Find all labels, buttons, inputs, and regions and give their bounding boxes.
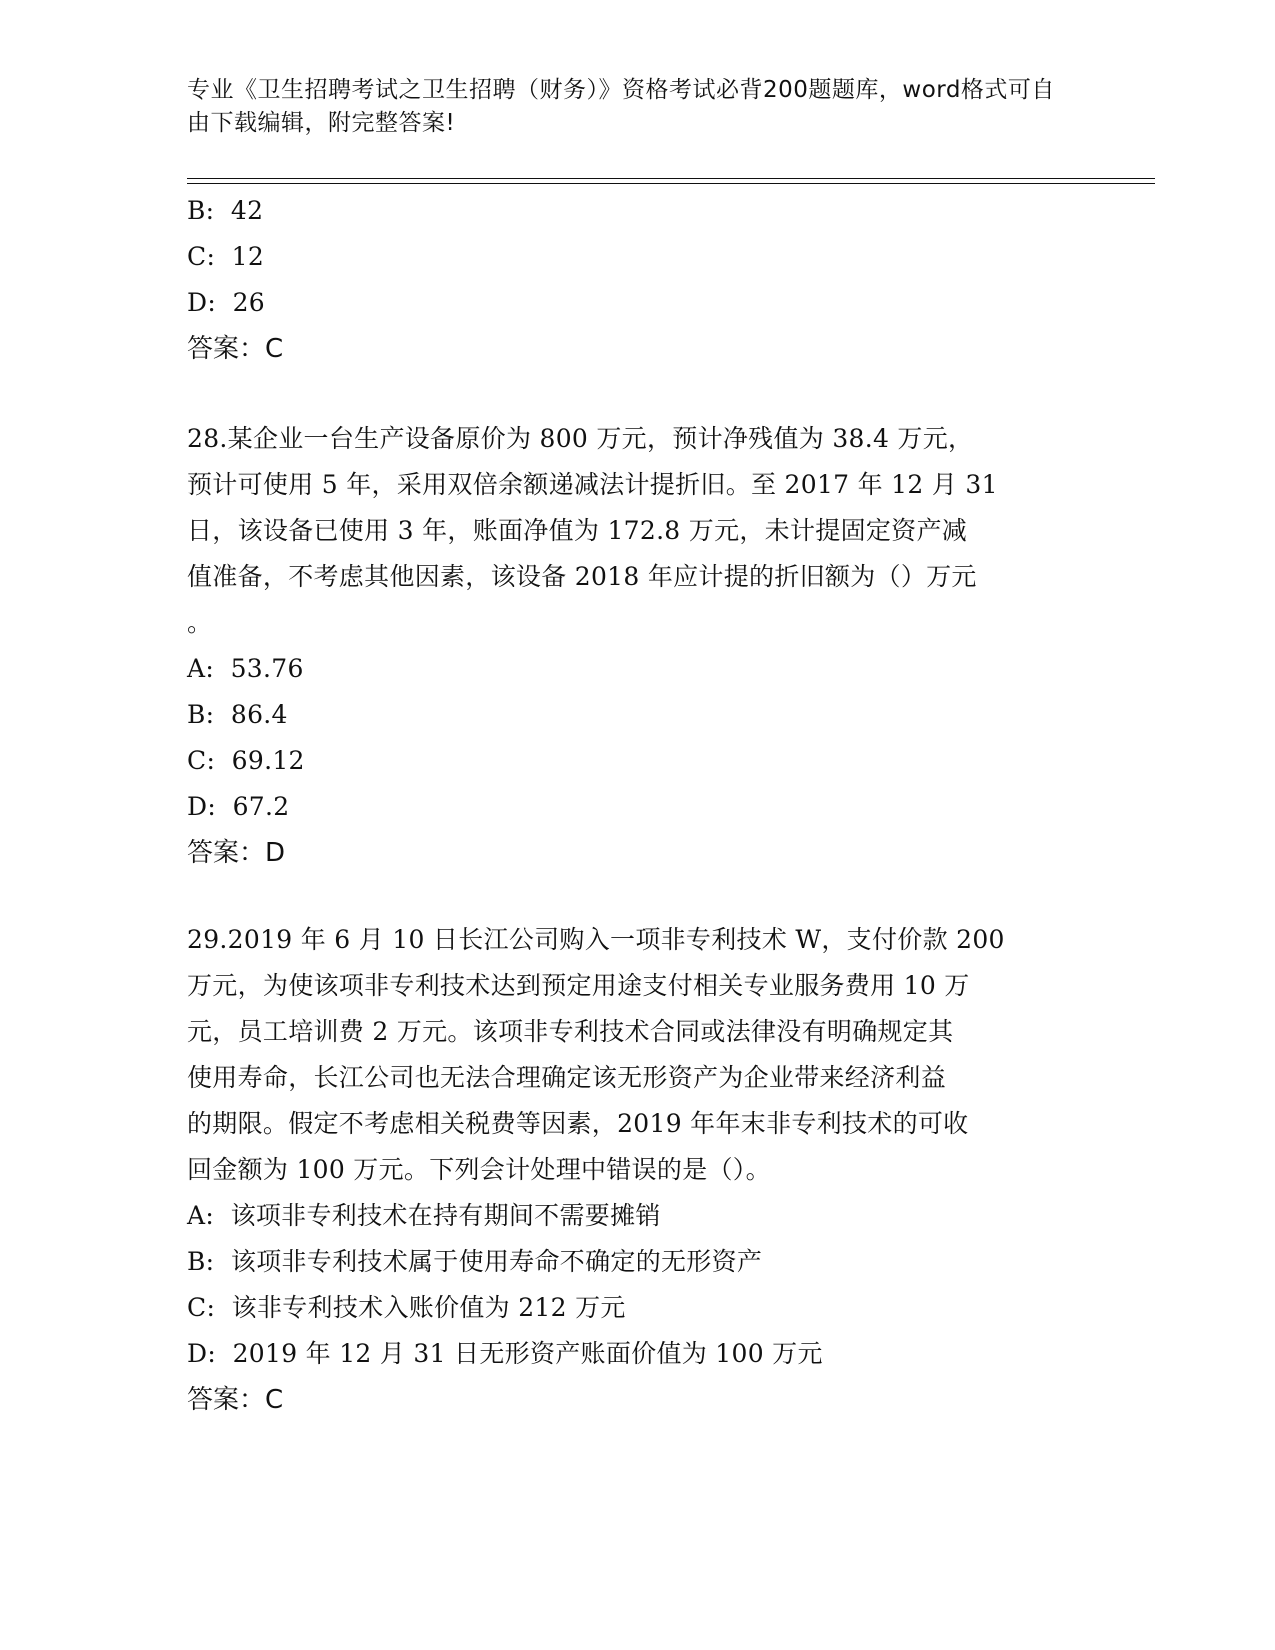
option-d: D: 26: [187, 288, 265, 317]
question-line: 回金额为 100 万元。下列会计处理中错误的是（）。: [187, 1155, 771, 1184]
header-divider-bottom: [187, 183, 1155, 184]
question-line: 使用寿命，长江公司也无法合理确定该无形资产为企业带来经济利益: [187, 1063, 947, 1092]
document-header: [187, 74, 1077, 140]
option-d: D: 67.2: [187, 792, 290, 821]
question-line: 日，该设备已使用 3 年，账面净值为 172.8 万元，未计提固定资产减: [187, 516, 968, 545]
question-line: 29.2019 年 6 月 10 日长江公司购入一项非专利技术 W，支付价款 200: [187, 925, 1005, 954]
option-c: C: 69.12: [187, 746, 305, 775]
question-line: 的期限。假定不考虑相关税费等因素，2019 年年末非专利技术的可收: [187, 1109, 969, 1138]
question-text: [187, 416, 1077, 646]
question-text: [187, 917, 1077, 1193]
option-c: C: 该非专利技术入账价值为 212 万元: [187, 1293, 626, 1322]
question-line: 预计可使用 5 年，采用双倍余额递减法计提折旧。至 2017 年 12 月 31: [187, 470, 998, 499]
answer-line: 答案：C: [187, 1385, 284, 1415]
option-a: A: 该项非专利技术在持有期间不需要摊销: [187, 1201, 661, 1230]
question-line: 值准备，不考虑其他因素，该设备 2018 年应计提的折旧额为（）万元: [187, 562, 977, 591]
previous-question: [187, 188, 1077, 372]
question-line: 。: [187, 608, 213, 637]
question-line: 元，员工培训费 2 万元。该项非专利技术合同或法律没有明确规定其: [187, 1017, 954, 1046]
header-divider-top: [187, 178, 1155, 179]
question-line: 万元，为使该项非专利技术达到预定用途支付相关专业服务费用 10 万: [187, 971, 970, 1000]
question-29: [187, 917, 1077, 1423]
question-line: 28.某企业一台生产设备原价为 800 万元，预计净残值为 38.4 万元，: [187, 424, 974, 453]
option-c: C: 12: [187, 242, 265, 271]
option-b: B: 86.4: [187, 700, 288, 729]
question-28: [187, 416, 1077, 876]
option-d: D: 2019 年 12 月 31 日无形资产账面价值为 100 万元: [187, 1339, 823, 1368]
answer-line: 答案：C: [187, 334, 284, 364]
option-a: A: 53.76: [187, 654, 304, 683]
option-b: B: 42: [187, 196, 264, 225]
answer-line: 答案：D: [187, 838, 286, 868]
option-b: B: 该项非专利技术属于使用寿命不确定的无形资产: [187, 1247, 763, 1276]
header-title: 专业《卫生招聘考试之卫生招聘（财务）》资格考试必背200题题库，word格式可自由下载编辑，附完整答案!: [187, 77, 1055, 136]
